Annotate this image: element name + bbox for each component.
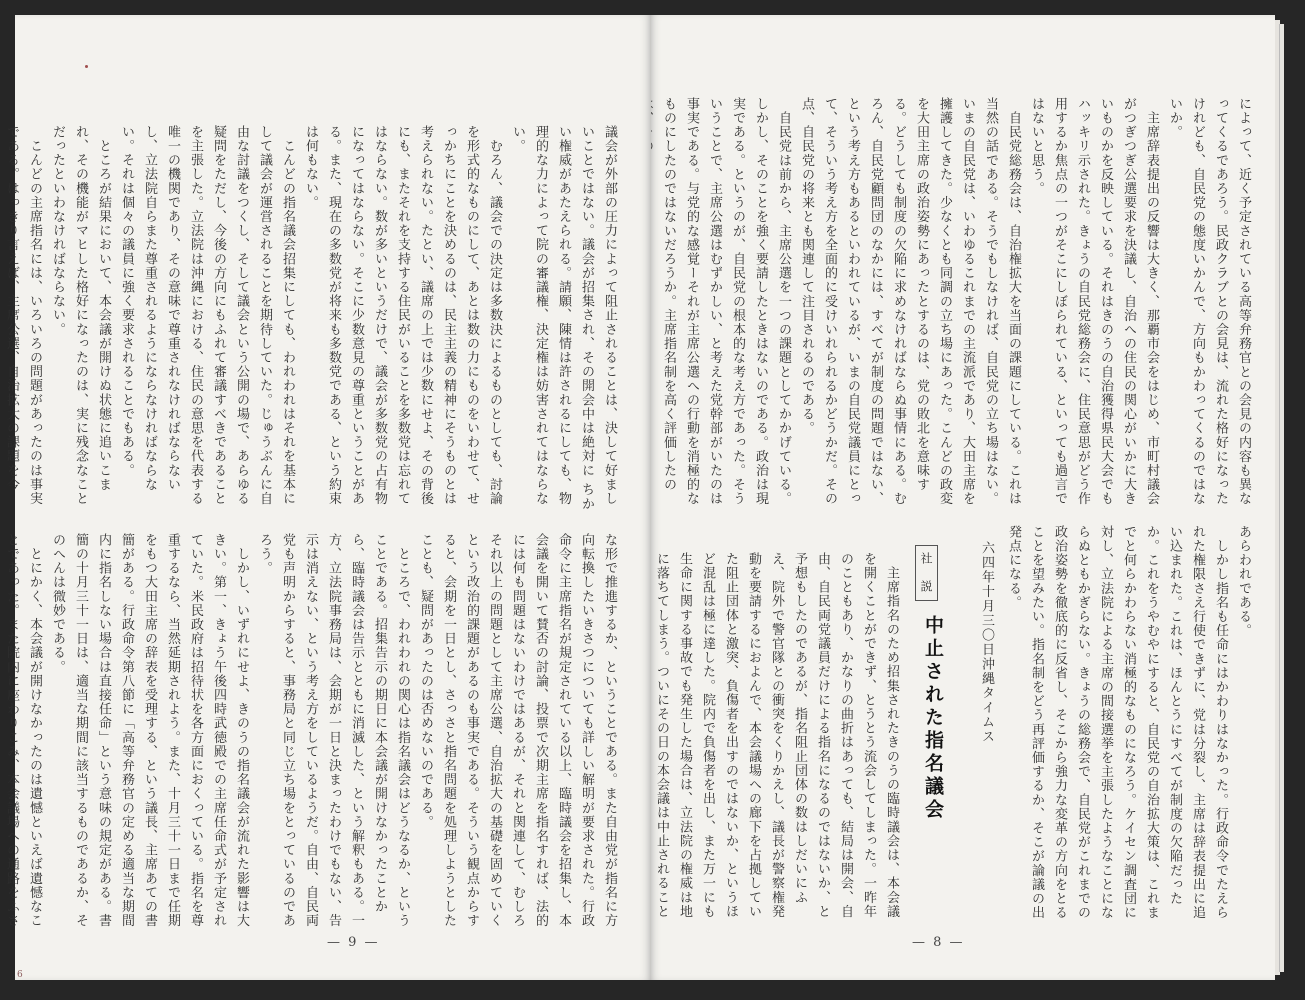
- editorial-text-lower: な形で推進するか、ということである。また自由党が指名に方向転換したいきさつについても詳しい解明が要求された。行政命令に主席指名が規定されている以上、臨時議会を招集し、本会議を開いて賛否の討論、投票で次期主席を指名すれば、法的には何も問題はないわけではあるが、それと関連して、むしろそれ以上の問題として主席公選、自治拡大の基礎を固めていくという改治的課題があるのも事実である。そういう観点からすると、会期を一日とし、さっさと指名問題を処理しようとしたことも、疑問があったのは否めないのである。 ところで、われわれの関心は指名議会はどうなるか、ということである。招集告示の期日に本会議が開けなかったことから、臨時議会は告示とともに消滅した、という解釈もある。一方、立法院事務局は、会期が一日と決まったわけでもない、告示は消えない、という考え方をしているようだ。自由、自民両党も声明からすると、事務局と同じ立ち場をとっているのであろう。 しかし、いずれにせよ、きのうの指名議会が流れた影響は大きい。第一、きょう午後四時武徳殿での主席任命式が予定されていた。米民政府は招待状を各方面におくっている。指名を尊重するなら、当然延期されよう。また、十月三十一日まで任期をもつ大田主席の辞表を受理する、という議長、主席あての書簡がある。行政命令第八節に「高等弁務官の定める適当な期間内に指名しない場合は直接任命」という意味の規定がある。書簡の十月三十一日は、適当な期間に該当するものであるか、そのへんは微妙である。 とにかく、本会議が開けなかったのは遺憾といえば遺憾なことであった。また院内に座わりこみ、本会議場への通路をふさ: [4, 533, 617, 928]
- page-9: [4, 15, 651, 980]
- page-number: — 9 —: [327, 935, 380, 950]
- page-8: [650, 15, 1275, 980]
- page-stack-edge: [1279, 24, 1284, 972]
- editorial-text-upper: 議会が外部の圧力によって阻止されることは、決して好ましいことではない。議会が招集され、その開会中は絶対に ちかい権威があたえられる。請願、陳情は許されるにしても、物理的な力によって院の審議権、決定権は妨害されてはならない。 むろん、議会での決定は多数決によるものとしても、討論を形式的なものにして、あとは数の力にものをいわせて、せっかちにことを決めるのは、民主主義の精神にそうものとは考えられない。たとい、議席の上では少数にせよ、その背後にも、またそれを支持する住民がいることを多数党は忘れてはならない。数が多いというだけで、議会が多数党の占有物になってはならない。そこに少数意見の尊重ということがある。また、現在の多数党が将来も多数党である、という約束は何もない。 こんどの指名議会招集にしても、われわれはそれを基本にして議会が運営されることを期待していた。じゅうぶんに自由な討議をつくし、そして議会という公開の場で、あらゆる疑問をただし、今後の方向にもふれて審議すべきであることを主張した。立法院は沖縄における、住民の意思を代表する唯一の機関であり、その意味で尊重されなければならないし、立法院自らまた尊重されるようにならなければならない。それは個々の議員に強く要求されることでもある。 ところが結果において、本会議が開けぬ状態に追いこまれ、その機能がマヒした格好になったのは、実に残念なことだったといわなければならない。 こんどの主席指名には、いろいろの問題があったのは事実である。はっきり言えば、主席公選、自治拡大の課題を今: [4, 125, 617, 511]
- page-number: — 8 —: [912, 935, 965, 950]
- pencil-mark: 6: [17, 970, 23, 980]
- editorial-headline: 中止された指名議会: [922, 615, 944, 822]
- editorial-body-text: 主席指名のため招集されたきのうの臨時議会は、本会議を開くことができず、とうとう流会してしまった。一昨年のこともあり、かなりの曲折はあっても、結局は開会、自由、自民両党議員だけによる指名になるのではないか、と予想もしたのであるが、指名阻止団体の数はしだいにふえ、院外で警官隊との衝突をくりかえし、議長が警察権発動を要請するにおよんで、本会議場への廊下を占拠していた阻止団体と激突、負傷者を出すのではないか、というほど混乱は極に達した。院内で負傷者を出し、また万一にも生命に関する事故でも発生した場合は、立法院の権威は地に落ちてしまう。ついにその日の本会議は中止されること: [654, 552, 899, 919]
- date-source-caption: 六四年十月三〇日沖縄タイムス: [979, 541, 994, 744]
- editorial-continued-text: によって、近く予定されている高等弁務官との会見の内容も異なってくるであろう。民政クラブとの会見は、流れた格好になったけれども、自民党の態度いかんで、方向もかわってくるのではないか。 主席辞表提出の反響は大きく、那覇市会をはじめ、市町村議会がつぎつぎ公選要求を決議し、自治への住民の関心がいかに大きいものかを反映している。それはきのうの自治獲得県民大会でもハッキリ示された。きょうの自民党総務会に、住民意思がどう作用するか焦点の一つがそこにしぼられている、といっても過言ではないと思う。 自民党総務会は、自治権拡大を当面の課題にしている。これは当然の話である。そうでもしなければ、自民党の立ち場はない。いまの自民党は、いわゆるこれまでの主流派であり、大田主席を擁護してきた。少なくとも同調の立ち場にあった。こんどの政変を大田主席の政治姿勢にあったとするのは、党の敗北を意味する。どうしても制度の欠陥に求めなければならぬ事情にある。むろん、自民党顧問団のなかには、すべてが制度の問題ではない、という考え方もあるといわれているが、いまの自民党議員にとって、そういう考え方を全面的に受けいれられるかどうかだ。その点、自民党の将来とも関連して注目されるのである。 自民党は前から、主席公選を一つの課題としてかかげている。しかし、そのことを強く要請したときはないのである。政治は現実である。というのが、自民党の根本的な考え方であった。そういうことで、主席公選はむずかしい、と考えた党幹部がいたのは事実である。与党的な感覚ーそれが主席公選への行動を消極的なものにしたのではないだろうか。主席指名制を高く評価したの: [661, 97, 1251, 506]
- ink-speck: [85, 65, 88, 68]
- editorial-tag: 社 説: [915, 545, 938, 601]
- editorial-closing-text: あらわれである。 しかし指名も任命にはかわりはなかった。行政命令でたえられた権限さえ行使できずに、党は分裂し、主席は辞表提出に追い込まれた。これは、ほんとうにすべてが制度の欠陥だったか。これをうやむやにすると、自民党の自治拡大策は、これまでと何らかわらない消極的なものになろう。ケイセン調査団に対し、立法院による主席の間接選挙を主張したようなことにならぬともかぎらない。きょうの総務会で、自民党がこれまでの政治姿勢を徹底的に反省し、そこから強力な変革の方向をとることを望みたい。指名制をどう再評価するか、そこが論議の出発点になる。: [1006, 525, 1251, 920]
